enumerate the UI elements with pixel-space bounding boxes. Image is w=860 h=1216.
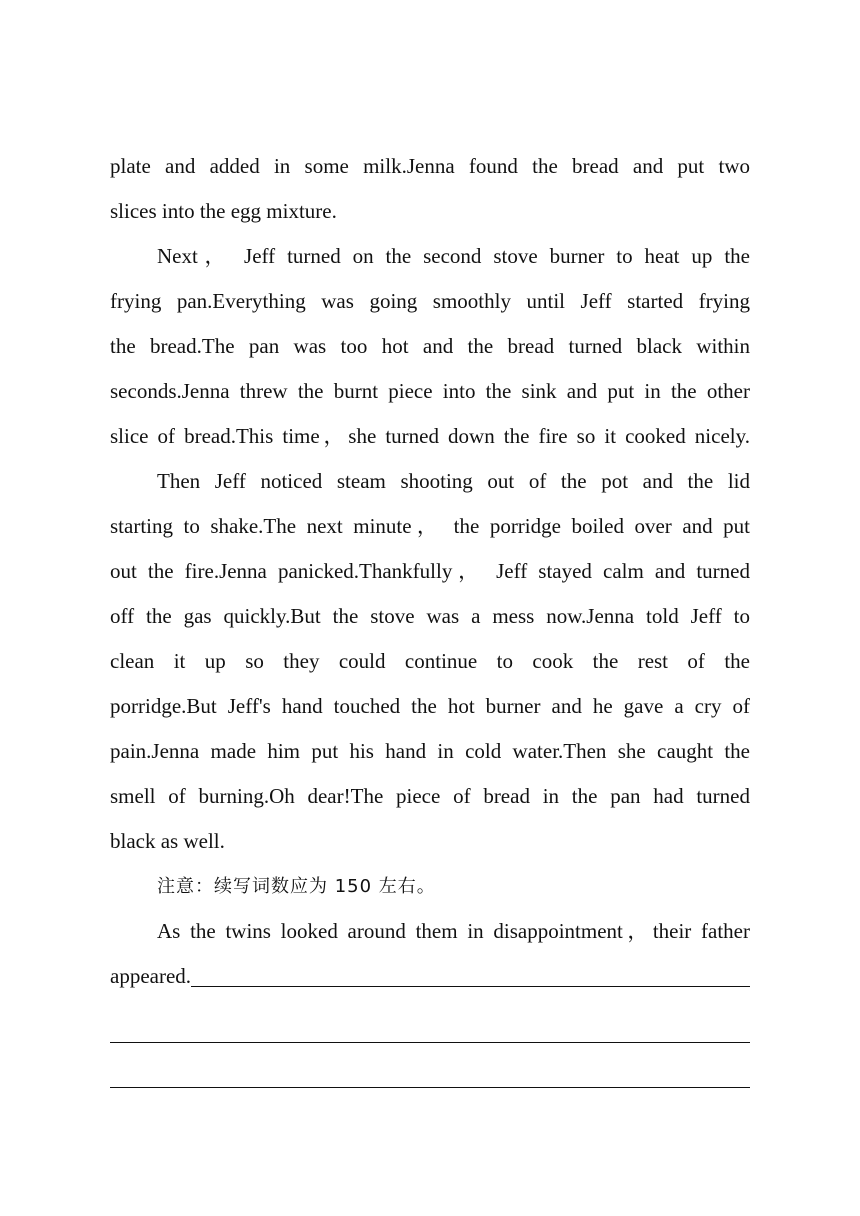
text-line: the bread.The pan was too hot and the bread turned black within xyxy=(110,334,750,358)
answer-blank[interactable] xyxy=(191,954,750,987)
paragraph-start: Then Jeff noticed steam shooting out of the pot and the lid xyxy=(157,469,750,493)
text-line: frying pan.Everything was going smoothly until Jeff started frying xyxy=(110,289,750,313)
word-count-note: 注意：续写词数应为 150 左右。 xyxy=(157,876,436,897)
text-line: clean it up so they could continue to cook the rest of the xyxy=(110,649,750,673)
text-line: off the gas quickly.But the stove was a mess now.Jenna told Jeff to xyxy=(110,604,750,628)
text-line: smell of burning.Oh dear!The piece of bread in the pan had turned xyxy=(110,784,750,808)
text-line: slices into the egg mixture. xyxy=(110,199,337,223)
text-line: seconds.Jenna threw the burnt piece into the sink and put in the other xyxy=(110,379,750,403)
answer-line[interactable] xyxy=(110,1044,750,1088)
text-line: starting to shake.The next minute， the porridge boiled over and put xyxy=(110,514,750,538)
text-line: pain.Jenna made him put his hand in cold water.Then she caught the xyxy=(110,739,750,763)
continuation-prompt: As the twins looked around them in disappointment，their father xyxy=(157,919,750,943)
answer-line[interactable] xyxy=(110,999,750,1043)
paragraph-start: Next， Jeff turned on the second stove burner to heat up the xyxy=(157,244,750,268)
document-page xyxy=(110,144,750,1089)
text-line: black as well. xyxy=(110,829,225,853)
answer-line-first xyxy=(110,954,750,999)
text-line: porridge.But Jeff's hand touched the hot burner and he gave a cry of xyxy=(110,694,750,718)
prompt-end-text: appeared. xyxy=(110,964,192,988)
text-line: plate and added in some milk.Jenna found the bread and put two xyxy=(110,154,750,178)
text-line: slice of bread.This time，she turned down the fire so it cooked nicely. xyxy=(110,424,750,448)
text-line: out the fire.Jenna panicked.Thankfully， Jeff stayed calm and turned xyxy=(110,559,750,583)
